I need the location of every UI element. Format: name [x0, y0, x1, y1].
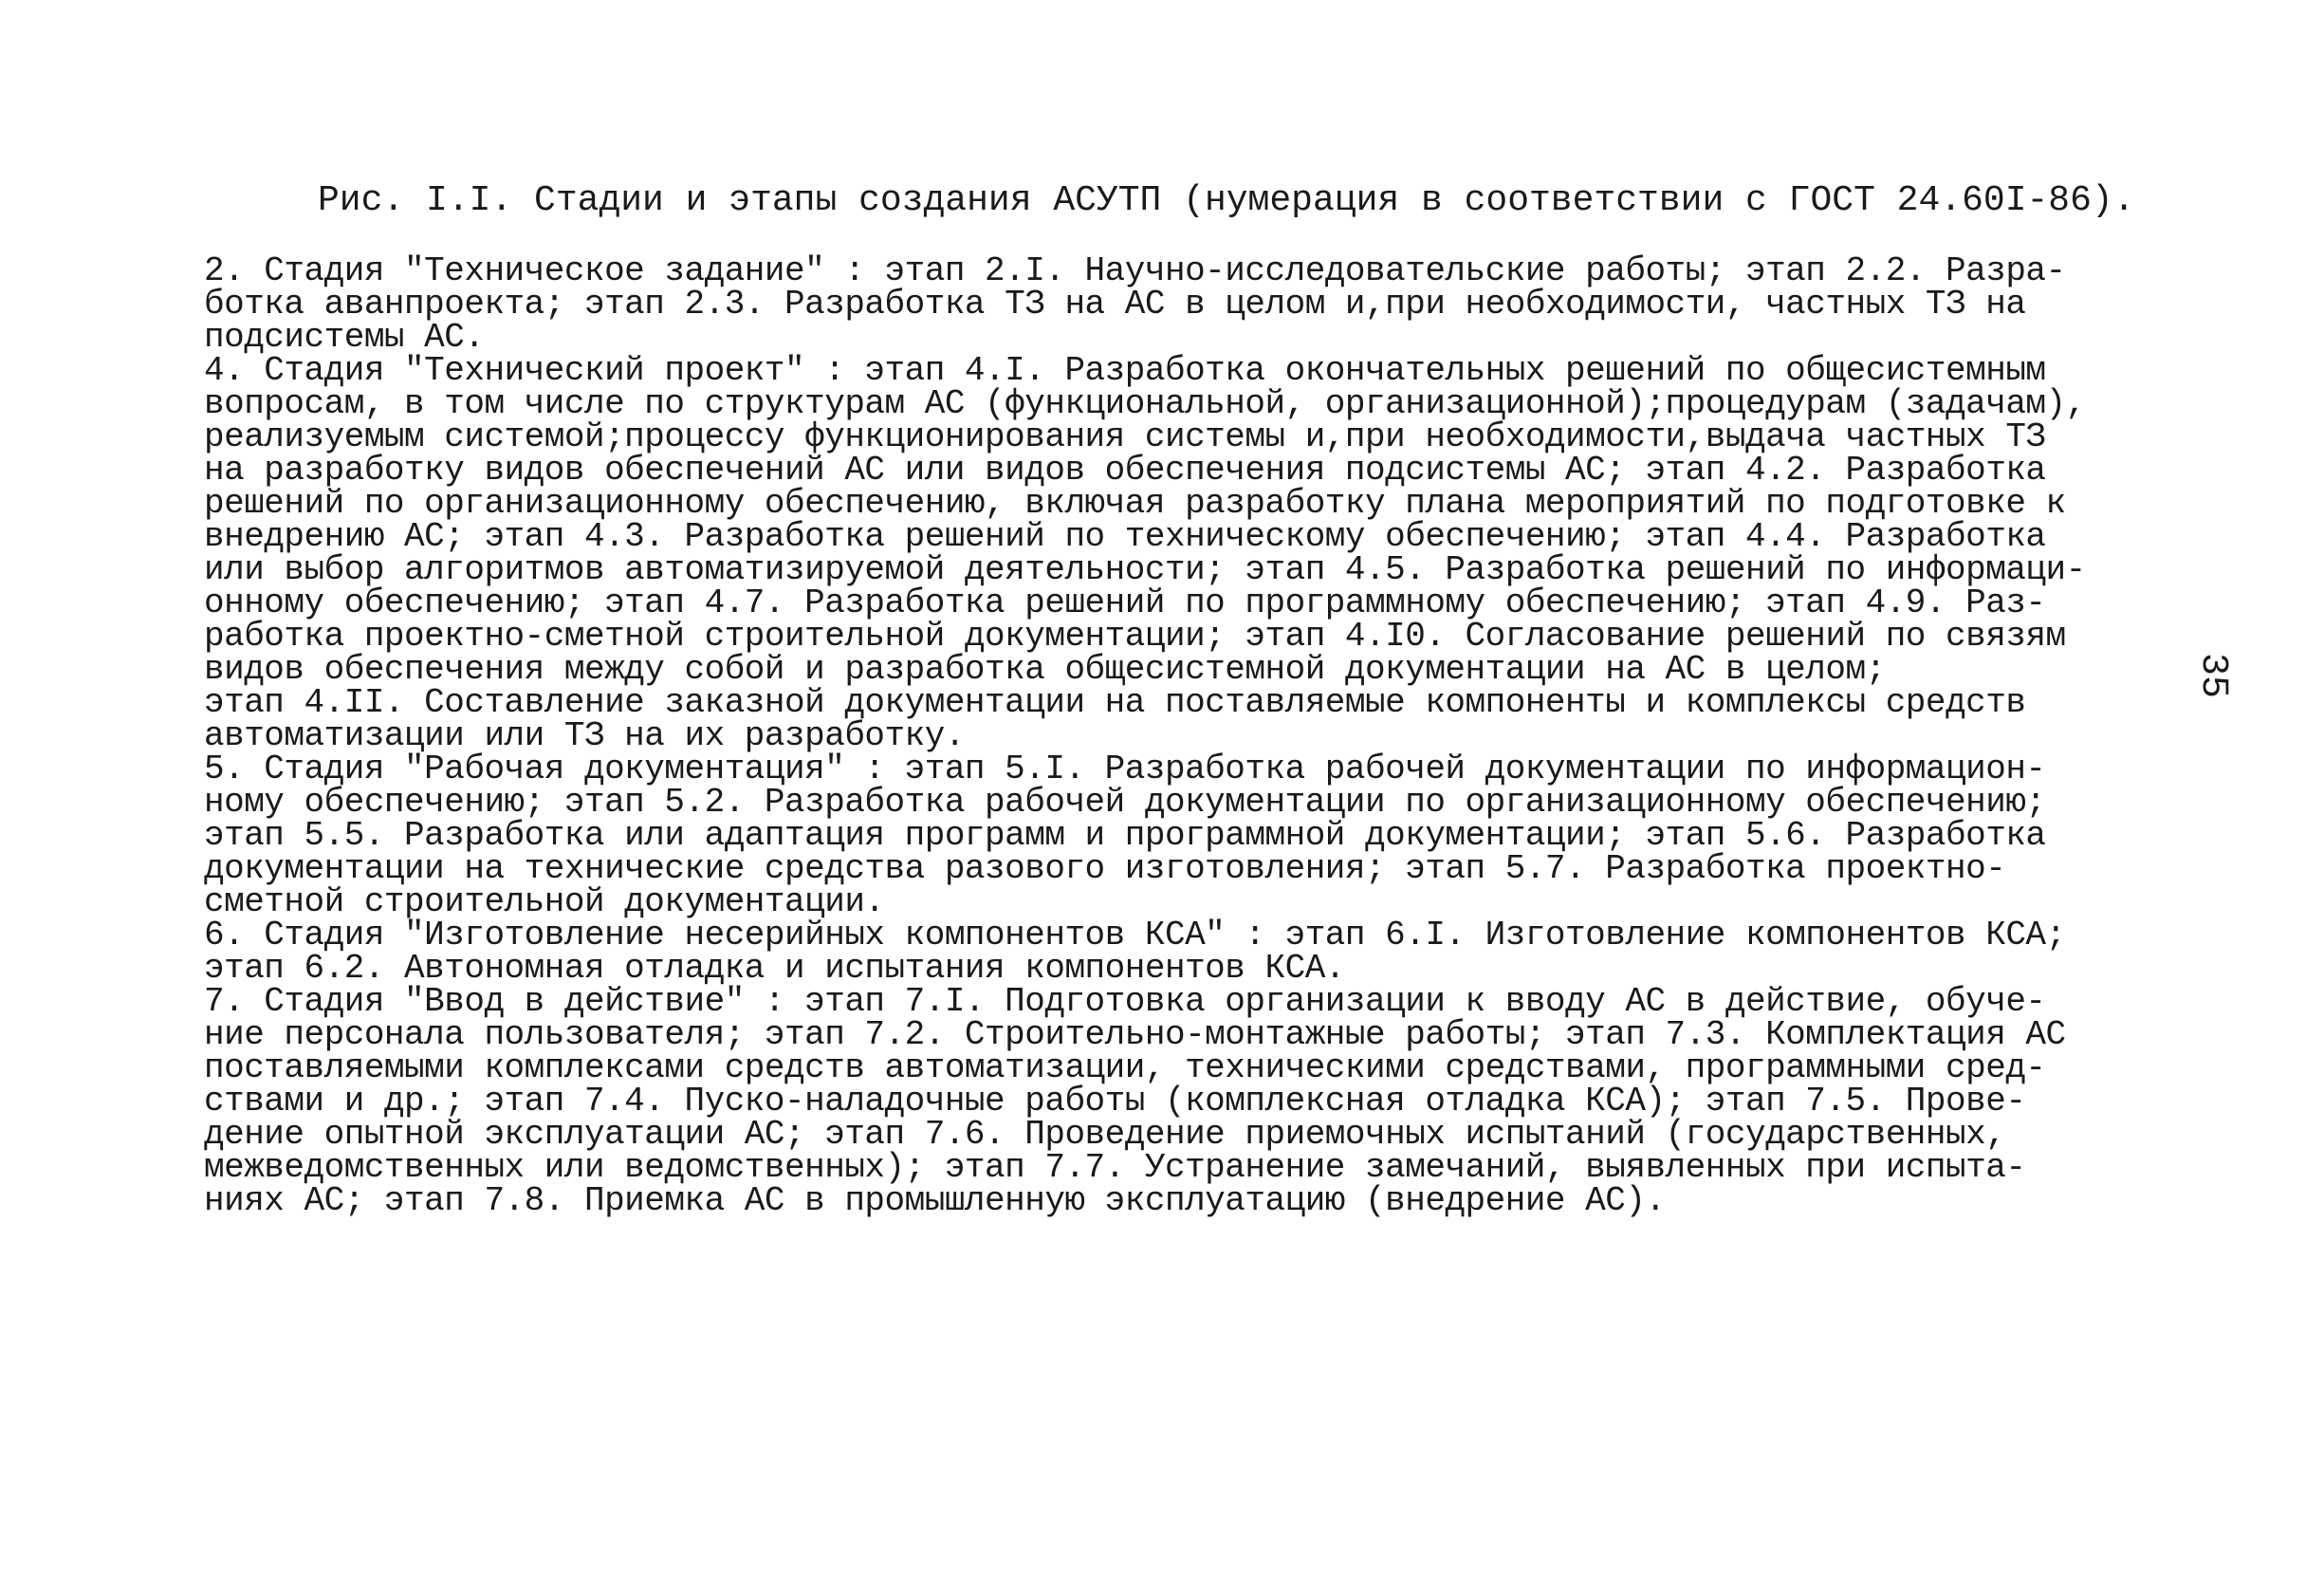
text-line: 6. Стадия "Изготовление несерийных компонентов КСА" : этап 6.I. Изготовление компонентов КСА; [204, 916, 2066, 954]
text-line: этап 5.5. Разработка или адаптация программ и программной документации; этап 5.6. Разработка [204, 816, 2046, 855]
text-line: межведомственных или ведомственных); этап 7.7. Устранение замечаний, выявленных при испыта- [204, 1148, 2026, 1187]
text-line: работка проектно-сметной строительной документации; этап 4.I0. Согласование решений по связям [204, 617, 2066, 656]
text-line: реализуемым системой;процессу функционирования системы и,при необходимости,выдача частных ТЗ [204, 417, 2046, 456]
text-line: сметной строительной документации. [204, 882, 885, 921]
text-line: 7. Стадия "Ввод в действие" : этап 7.I. Подготовка организации к вводу АС в действие, обуче- [204, 982, 2046, 1021]
text-line: ному обеспечению; этап 5.2. Разработка рабочей документации по организационному обеспечению; [204, 783, 2046, 822]
text-line: поставляемыми комплексами средств автоматизации, техническими средствами, программными сред- [204, 1048, 2046, 1087]
text-line: дение опытной эксплуатации АС; этап 7.6. Проведение приемочных испытаний (государственных, [204, 1115, 2006, 1154]
text-line: решений по организационному обеспечению, включая разработку плана мероприятий по подготовке к [204, 484, 2066, 523]
text-line: 2. Стадия "Техническое задание" : этап 2.I. Научно-исследовательские работы; этап 2.2. Разра- [204, 251, 2066, 290]
text-line: на разработку видов обеспечений АС или видов обеспечения подсистемы АС; этап 4.2. Разработка [204, 451, 2046, 490]
text-line: видов обеспечения между собой и разработка общесистемной документации на АС в целом; [204, 650, 1886, 689]
text-line: автоматизации или ТЗ на их разработку. [204, 716, 965, 755]
stages-text [204, 251, 2158, 1220]
text-line: онному обеспечению; этап 4.7. Разработка решений по программному обеспечению; этап 4.9. Раз- [204, 583, 2046, 622]
text-line: этап 6.2. Автономная отладка и испытания компонентов КСА. [204, 949, 1345, 988]
text-line: ботка аванпроекта; этап 2.3. Разработка ТЗ на АС в целом и,при необходимости, частных ТЗ на [204, 285, 2026, 324]
text-line: вопросам, в том числе по структурам АС (функциональной, организационной);процедурам (задачам), [204, 384, 2086, 423]
text-line: подсистемы АС. [204, 318, 485, 357]
text-line: ниях АС; этап 7.8. Приемка АС в промышленную эксплуатацию (внедрение АС). [204, 1181, 1666, 1220]
text-line: 4. Стадия "Технический проект" : этап 4.I. Разработка окончательных решений по общесистемным [204, 351, 2046, 390]
text-line: этап 4.II. Составление заказной документации на поставляемые компоненты и комплексы средств [204, 683, 2026, 722]
text-line: или выбор алгоритмов автоматизируемой деятельности; этап 4.5. Разработка решений по информаци- [204, 550, 2086, 589]
page-number: 35 [2191, 652, 2235, 699]
text-line: 5. Стадия "Рабочая документация" : этап 5.I. Разработка рабочей документации по информацион- [204, 750, 2046, 788]
text-line: ние персонала пользователя; этап 7.2. Строительно-монтажные работы; этап 7.3. Комплектация АС [204, 1015, 2066, 1054]
figure-caption: Рис. I.I. Стадии и этапы создания АСУТП (нумерация в соответствии с ГОСТ 24.60I-86). [318, 180, 2135, 221]
text-line: внедрению АС; этап 4.3. Разработка решений по техническому обеспечению; этап 4.4. Разработка [204, 517, 2046, 556]
text-line: документации на технические средства разового изготовления; этап 5.7. Разработка проектно- [204, 849, 2006, 888]
text-line: ствами и др.; этап 7.4. Пуско-наладочные работы (комплексная отладка КСА); этап 7.5. Прове- [204, 1082, 2026, 1121]
